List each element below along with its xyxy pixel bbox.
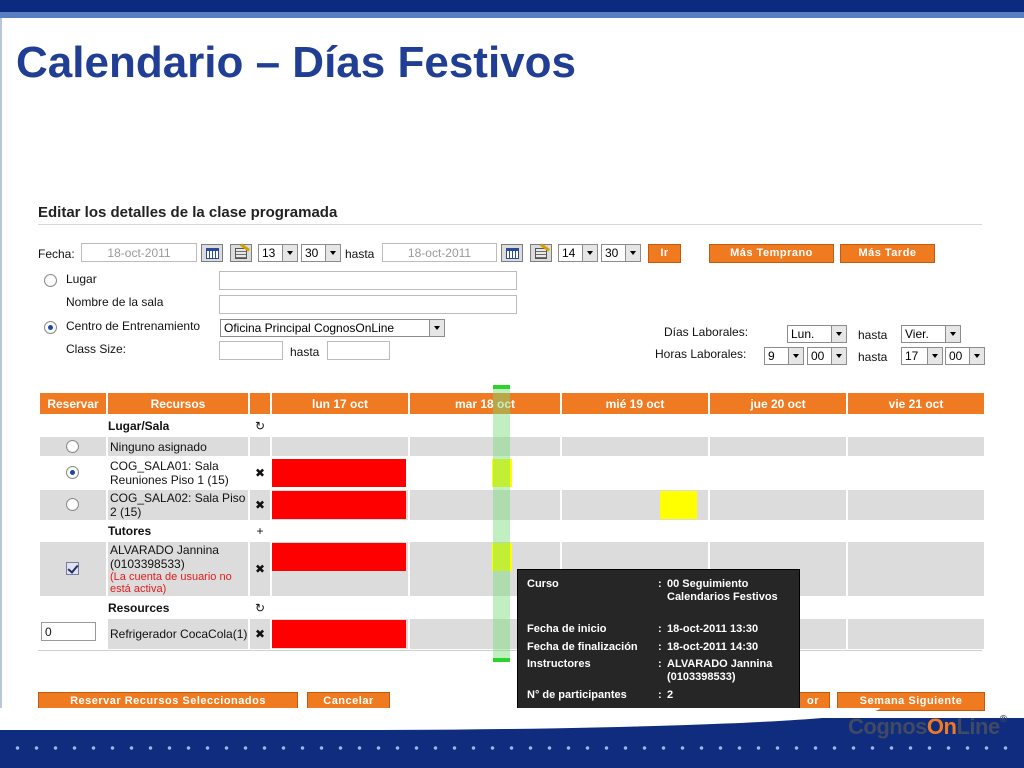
tutor-checkbox[interactable] xyxy=(66,562,79,575)
end-hour-select[interactable]: 14 xyxy=(558,244,598,262)
slide-top-bar-accent xyxy=(0,12,1024,18)
section-row-resources xyxy=(40,598,984,617)
calendar-icon[interactable] xyxy=(501,244,523,262)
class-size-label: Class Size: xyxy=(66,342,127,356)
table-row xyxy=(40,619,984,649)
tooltip-curso-value: 00 Seguimiento Calendarios Festivos xyxy=(667,578,778,603)
calendar-icon[interactable] xyxy=(201,244,223,262)
busy-block xyxy=(272,543,406,571)
start-minute-select[interactable]: 30 xyxy=(301,244,341,262)
chevron-down-icon xyxy=(625,245,640,261)
tooltip-instructores-label: Instructores xyxy=(527,658,591,670)
start-hour-select[interactable]: 13 xyxy=(258,244,298,262)
resource-sala02: COG_SALA02: Sala Piso 2 (15) xyxy=(108,490,248,520)
lugar-radio[interactable] xyxy=(44,274,57,287)
table-row xyxy=(40,490,984,520)
sala02-radio[interactable] xyxy=(66,498,79,511)
refresh-icon[interactable]: ↻ xyxy=(250,598,270,617)
chevron-down-icon xyxy=(325,245,340,261)
fecha-label: Fecha: xyxy=(38,247,75,261)
resource-sala01: COG_SALA01: Sala Reuniones Piso 1 (15) xyxy=(108,458,248,488)
tooltip-curso-label: Curso xyxy=(527,578,559,590)
horas-to-hour-select[interactable]: 17 xyxy=(901,347,943,365)
resource-ninguno: Ninguno asignado xyxy=(108,437,248,456)
cancelar-button[interactable]: Cancelar xyxy=(307,692,390,711)
chevron-down-icon xyxy=(429,320,444,336)
tooltip-instructores-value: ALVARADO Jannina (0103398533) xyxy=(667,658,773,683)
col-day-3[interactable]: mié 19 oct xyxy=(562,393,708,414)
dias-from-select[interactable]: Lun. xyxy=(787,325,847,343)
table-row xyxy=(40,458,984,488)
chevron-down-icon xyxy=(582,245,597,261)
cognosonline-logo: CognosOnLine® xyxy=(848,714,1007,739)
remove-icon[interactable]: ✖ xyxy=(250,619,270,649)
chevron-down-icon xyxy=(788,348,803,364)
busy-block xyxy=(272,620,406,648)
date-calculator-icon[interactable] xyxy=(530,244,552,262)
grid-bottom-rule xyxy=(38,650,982,651)
slide-title: Calendario – Días Festivos xyxy=(16,38,576,87)
section-resources: Resources xyxy=(108,598,248,617)
col-actions xyxy=(250,393,270,414)
fecha-start-input[interactable]: 18-oct-2011 xyxy=(81,243,197,262)
class-details-tooltip xyxy=(517,569,800,709)
col-day-5[interactable]: vie 21 oct xyxy=(848,393,984,414)
tooltip-inicio-value: 18-oct-2011 13:30 xyxy=(667,623,759,635)
tutor-warning: (La cuenta de usuario no está activa) xyxy=(110,571,232,595)
date-calculator-icon[interactable] xyxy=(230,244,252,262)
section-row-lugar xyxy=(40,416,984,435)
tooltip-participantes-label: N° de participantes xyxy=(527,689,627,701)
selected-time-marker-bottom xyxy=(493,658,510,662)
centro-radio[interactable] xyxy=(44,321,57,334)
slide-left-rule xyxy=(0,18,2,738)
chevron-down-icon xyxy=(945,326,960,342)
tooltip-inicio-label: Fecha de inicio xyxy=(527,623,607,635)
ir-button[interactable]: Ir xyxy=(648,244,681,263)
fecha-end-input[interactable]: 18-oct-2011 xyxy=(382,243,497,262)
class-size-hasta-label: hasta xyxy=(290,345,320,359)
section-lugar-sala: Lugar/Sala xyxy=(108,416,248,435)
col-day-1[interactable]: lun 17 oct xyxy=(272,393,408,414)
class-size-to-input[interactable] xyxy=(327,341,390,360)
table-row xyxy=(40,542,984,596)
panel-divider xyxy=(38,224,982,225)
dias-laborales-label: Días Laborales: xyxy=(664,325,749,339)
fecha-hasta-label: hasta xyxy=(345,247,375,261)
tooltip-colon: : xyxy=(658,641,662,653)
remove-icon[interactable]: ✖ xyxy=(250,542,270,596)
dias-hasta-label: hasta xyxy=(858,328,888,342)
lugar-label: Lugar xyxy=(66,272,97,286)
table-row xyxy=(40,437,984,456)
busy-block xyxy=(272,491,406,519)
refresh-icon[interactable]: ↻ xyxy=(250,416,270,435)
section-row-tutores xyxy=(40,522,984,540)
remove-icon[interactable]: ✖ xyxy=(250,490,270,520)
tooltip-colon: : xyxy=(658,623,662,635)
chevron-down-icon xyxy=(831,348,846,364)
busy-block xyxy=(272,459,406,487)
col-day-4[interactable]: jue 20 oct xyxy=(710,393,846,414)
resource-refrigerador: Refrigerador CocaCola(1) xyxy=(108,619,248,649)
chevron-down-icon xyxy=(969,348,984,364)
reservar-recursos-button[interactable]: Reservar Recursos Seleccionados xyxy=(38,692,298,711)
add-icon[interactable]: + xyxy=(250,522,270,540)
chevron-down-icon xyxy=(831,326,846,342)
class-size-from-input[interactable] xyxy=(219,341,283,360)
tooltip-fin-label: Fecha de finalización xyxy=(527,641,638,653)
selected-time-column xyxy=(493,386,510,662)
horas-from-min-select[interactable]: 00 xyxy=(807,347,847,365)
mas-temprano-button[interactable]: Más Temprano xyxy=(709,244,834,263)
nombre-sala-label: Nombre de la sala xyxy=(66,295,164,309)
tooltip-fin-value: 18-oct-2011 14:30 xyxy=(667,641,759,653)
refrigerador-quantity-input[interactable]: 0 xyxy=(41,622,96,641)
tutor-name: ALVARADO Jannina (0103398533) xyxy=(110,543,219,571)
tooltip-participantes-value: 2 xyxy=(667,689,674,701)
horas-laborales-label: Horas Laborales: xyxy=(655,347,747,361)
horas-to-min-select[interactable]: 00 xyxy=(945,347,985,365)
horas-hasta-label: hasta xyxy=(858,350,888,364)
grid-header-row xyxy=(40,393,984,414)
chevron-down-icon xyxy=(282,245,297,261)
slide-top-bar xyxy=(0,0,1024,12)
col-recursos[interactable]: Recursos xyxy=(108,393,248,414)
centro-select[interactable]: Oficina Principal CognosOnLine xyxy=(220,319,445,337)
section-tutores: Tutores xyxy=(108,522,248,540)
tooltip-colon: : xyxy=(658,658,662,670)
col-day-2[interactable]: mar 18 oct xyxy=(410,393,560,414)
ninguno-radio[interactable] xyxy=(66,440,79,453)
nombre-sala-input[interactable] xyxy=(219,295,517,314)
chevron-down-icon xyxy=(927,348,942,364)
tooltip-colon: : xyxy=(658,578,662,590)
mas-tarde-button[interactable]: Más Tarde xyxy=(840,244,935,263)
resource-calendar-grid xyxy=(38,391,986,651)
selected-time-marker-top xyxy=(493,385,510,389)
end-minute-select[interactable]: 30 xyxy=(601,244,641,262)
semana-siguiente-button[interactable]: Semana Siguiente xyxy=(837,692,985,711)
lugar-input[interactable] xyxy=(219,271,517,290)
slide-footer-dots xyxy=(8,745,1008,751)
remove-icon[interactable]: ✖ xyxy=(250,458,270,488)
semana-anterior-button[interactable]: or xyxy=(700,692,830,711)
centro-label: Centro de Entrenamiento xyxy=(66,319,201,333)
col-reservar[interactable]: Reservar xyxy=(40,393,106,414)
resource-tutor xyxy=(108,542,248,596)
sala01-radio[interactable] xyxy=(66,466,79,479)
horas-from-hour-select[interactable]: 9 xyxy=(764,347,804,365)
panel-title: Editar los detalles de la clase programada xyxy=(38,204,338,221)
tooltip-colon: : xyxy=(658,689,662,701)
dias-to-select[interactable]: Vier. xyxy=(901,325,961,343)
holiday-block xyxy=(660,491,697,519)
